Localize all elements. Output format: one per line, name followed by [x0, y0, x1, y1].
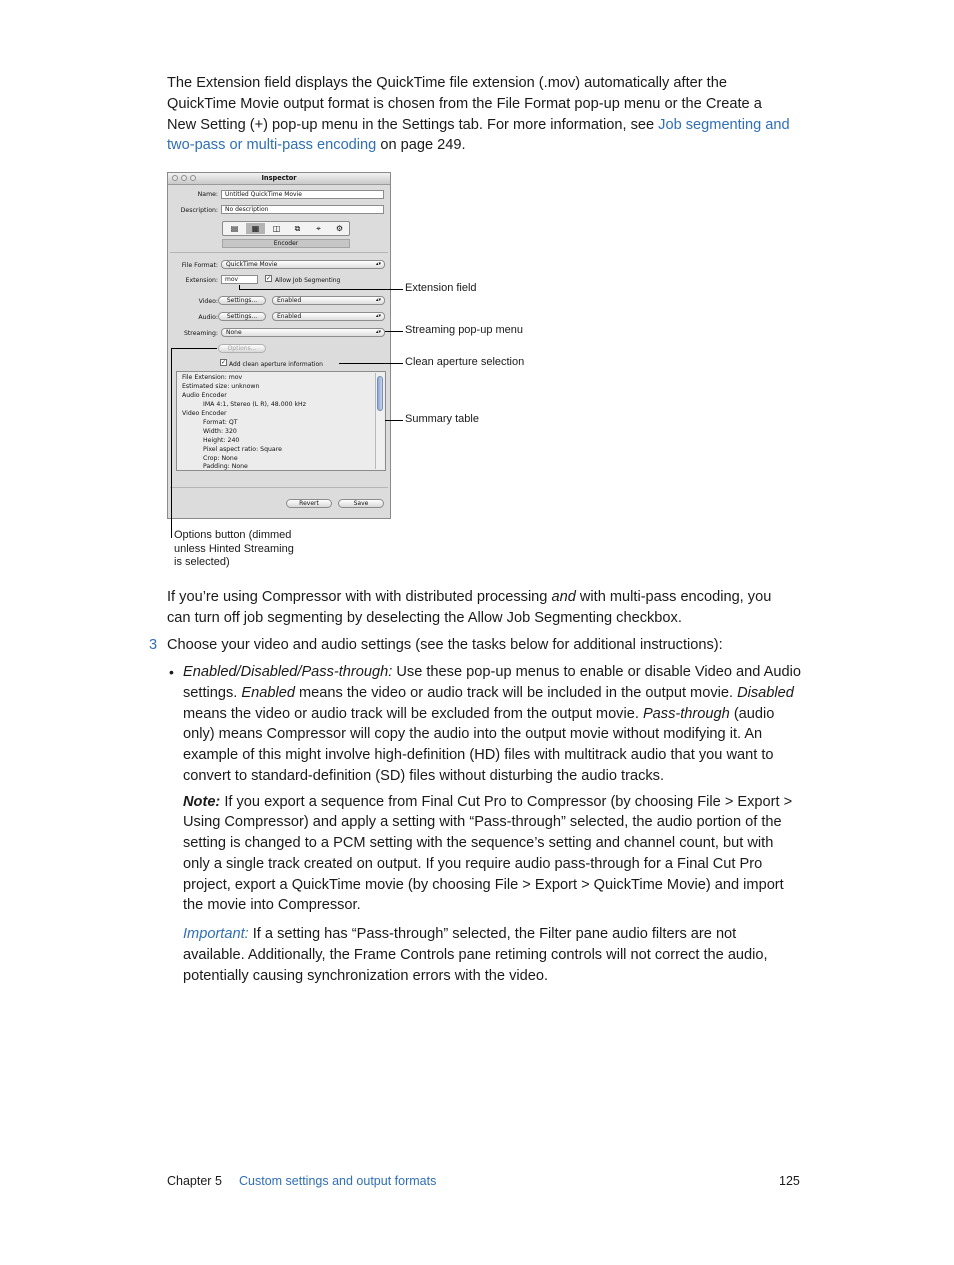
bullet-term: Disabled [737, 685, 794, 701]
summary-line: Format: QT [203, 419, 238, 426]
callout-clean-aperture: Clean aperture selection [405, 356, 525, 368]
save-button[interactable]: Save [338, 499, 384, 508]
callout-line [385, 331, 403, 332]
bullet-term: Enabled [241, 685, 295, 701]
tab-actions-icon[interactable]: ⚙ [335, 224, 344, 233]
note-line-2: Using Compressor) and apply a setting with “Pass-through” selected, the audio portion of the [183, 814, 782, 830]
inspector-window [167, 172, 391, 519]
bullet-mark: • [169, 664, 174, 680]
allow-segmenting-checkbox[interactable]: ✓ [266, 275, 272, 282]
para2-line-2: can turn off job segmenting by deselecting the Allow Job Segmenting checkbox. [167, 610, 682, 626]
updown-arrow-icon: ▴▾ [375, 261, 381, 267]
description-label: Description: [180, 207, 218, 214]
footer-chapter: Chapter 5 [167, 1174, 222, 1188]
audio-settings-button[interactable]: Settings... [218, 312, 266, 321]
bullet-text: Use these pop-up menus to enable or disable Video and Audio [392, 664, 801, 680]
bullet-line-1 [183, 662, 801, 683]
bullet-line-4: only) means Compressor will copy the audio into the output movie without modifying it. An [183, 726, 763, 742]
updown-arrow-icon: ▴▾ [375, 313, 381, 319]
video-value: Enabled [277, 297, 302, 304]
summary-line: Height: 240 [203, 437, 240, 444]
bullet-term: Enabled/Disabled/Pass-through: [183, 664, 393, 680]
page-number: 125 [779, 1174, 800, 1188]
bullet-text: (audio [729, 706, 775, 722]
summary-line: Pixel aspect ratio: Square [203, 446, 282, 453]
callout-options-3: is selected) [174, 556, 230, 568]
updown-arrow-icon: ▴▾ [375, 297, 381, 303]
important-line-2: available. Additionally, the Frame Controls pane retiming controls will not correct the audio, [183, 947, 768, 963]
intro-text: New Setting (+) pop-up menu in the Settings tab. For more information, see [167, 117, 659, 133]
para2-line-1 [167, 587, 771, 608]
callout-line [339, 363, 403, 364]
important-line-1 [183, 924, 736, 945]
callout-summary: Summary table [405, 413, 479, 425]
file-format-value: QuickTime Movie [226, 261, 278, 268]
bullet-text: means the video or audio track will be excluded from the output movie. [183, 706, 643, 722]
audio-popup[interactable] [272, 312, 385, 321]
important-line-3: potentially causing synchronization errors with the video. [183, 968, 549, 984]
updown-arrow-icon: ▴▾ [375, 329, 381, 335]
para2-text: If you’re using Compressor with with distributed processing [167, 589, 552, 605]
audio-label: Audio: [198, 314, 218, 321]
video-popup[interactable] [272, 296, 385, 305]
summary-line: Crop: None [203, 455, 238, 462]
intro-line-1: The Extension field displays the QuickTime file extension (.mov) automatically after the [167, 75, 727, 91]
divider [170, 252, 388, 253]
tab-summary-icon[interactable]: ▤ [230, 224, 239, 233]
note-line-3: setting is changed to a PCM setting with the sequence’s setting and channel count, but with [183, 835, 774, 851]
video-settings-button[interactable]: Settings... [218, 296, 266, 305]
window-title: Inspector [261, 174, 297, 182]
callout-extension: Extension field [405, 282, 477, 294]
tab-geometry-icon[interactable]: ⌖ [316, 224, 321, 233]
callout-line [239, 289, 403, 290]
step-number: 3 [149, 637, 158, 653]
important-text: If a setting has “Pass-through” selected, the Filter pane audio filters are not [248, 926, 737, 942]
callout-streaming: Streaming pop-up menu [405, 324, 524, 336]
revert-button[interactable]: Revert [286, 499, 332, 508]
tab-frame-controls-icon[interactable]: ⧉ [294, 224, 301, 233]
summary-line: File Extension: mov [182, 374, 243, 381]
name-label: Name: [197, 191, 218, 198]
bullet-text: settings. [183, 685, 242, 701]
bullet-line-5: example of this might involve high-definition (HD) files with multitrack audio that you want to [183, 747, 774, 763]
streaming-popup[interactable] [221, 328, 385, 337]
audio-value: Enabled [277, 313, 302, 320]
options-button[interactable]: Options... [218, 344, 266, 353]
video-label: Video: [198, 298, 218, 305]
description-field[interactable]: No description [221, 205, 384, 214]
summary-line: Estimated size: unknown [182, 383, 260, 390]
extension-label: Extension: [185, 277, 218, 284]
clean-aperture-checkbox[interactable]: ✓ [221, 359, 227, 366]
allow-segmenting-label: Allow Job Segmenting [275, 277, 341, 284]
intro-line-3 [167, 115, 790, 136]
callout-line [171, 348, 217, 349]
summary-scrollbar[interactable] [375, 373, 384, 469]
streaming-label: Streaming: [183, 330, 218, 337]
summary-line: IMA 4:1, Stereo (L R), 48.000 kHz [203, 401, 306, 408]
job-segmenting-link[interactable]: Job segmenting and [658, 117, 790, 133]
callout-options-1: Options button (dimmed [174, 529, 292, 541]
tab-encoder-icon[interactable]: ▦ [246, 223, 265, 234]
bullet-term: Pass-through [642, 706, 730, 722]
divider [170, 487, 388, 488]
intro-line-4 [167, 135, 466, 156]
bullet-line-6: convert to standard-definition (SD) files without disturbing the audio tracks. [183, 768, 665, 784]
name-field[interactable]: Untitled QuickTime Movie [221, 190, 384, 199]
file-format-popup[interactable] [221, 260, 385, 269]
scroll-thumb[interactable] [377, 376, 383, 411]
extension-field[interactable]: mov [221, 275, 258, 284]
callout-options-2: unless Hinted Streaming [174, 543, 294, 555]
footer-chapter-link[interactable]: Custom settings and output formats [239, 1174, 437, 1188]
summary-table [176, 371, 386, 471]
callout-line [171, 348, 172, 538]
summary-line: Padding: None [203, 463, 248, 470]
note-line-6: the movie into Compressor. [183, 897, 361, 913]
note-line-5: project, export a QuickTime movie (by choosing File > Export > QuickTime Movie) and import [183, 877, 784, 893]
title-bar [168, 173, 390, 185]
inspector-tab-bar [222, 221, 350, 236]
note-text: If you export a sequence from Final Cut Pro to Compressor (by choosing File > Export > [220, 794, 793, 810]
note-label: Note: [183, 794, 221, 810]
step-3-text: Choose your video and audio settings (see the tasks below for additional instructions): [167, 637, 723, 653]
intro-line-2: QuickTime Movie output format is chosen from the File Format pop-up menu or the Create a [167, 96, 762, 112]
summary-line: Video Encoder [182, 410, 227, 417]
note-line-1 [183, 792, 792, 813]
summary-line: Width: 320 [203, 428, 237, 435]
note-line-4: only a single track created on output. If you require audio pass-through for a Final Cut Pro [183, 856, 763, 872]
clean-aperture-label: Add clean aperture information [229, 361, 323, 368]
important-label: Important: [183, 926, 249, 942]
bullet-line-3 [183, 704, 774, 725]
encoder-tab-label: Encoder [222, 239, 350, 248]
para2-emphasis: and [551, 589, 576, 605]
summary-line: Audio Encoder [182, 392, 227, 399]
bullet-text: means the video or audio track will be included in the output movie. [294, 685, 738, 701]
para2-text: with multi-pass encoding, you [575, 589, 772, 605]
two-pass-encoding-link[interactable]: two-pass or multi-pass encoding [167, 137, 377, 153]
intro-page-ref: on page 249. [376, 137, 466, 153]
callout-line [385, 420, 403, 421]
tab-filters-icon[interactable]: ◫ [272, 224, 281, 233]
streaming-value: None [226, 329, 242, 336]
bullet-line-2 [183, 683, 794, 704]
file-format-label: File Format: [181, 262, 218, 269]
